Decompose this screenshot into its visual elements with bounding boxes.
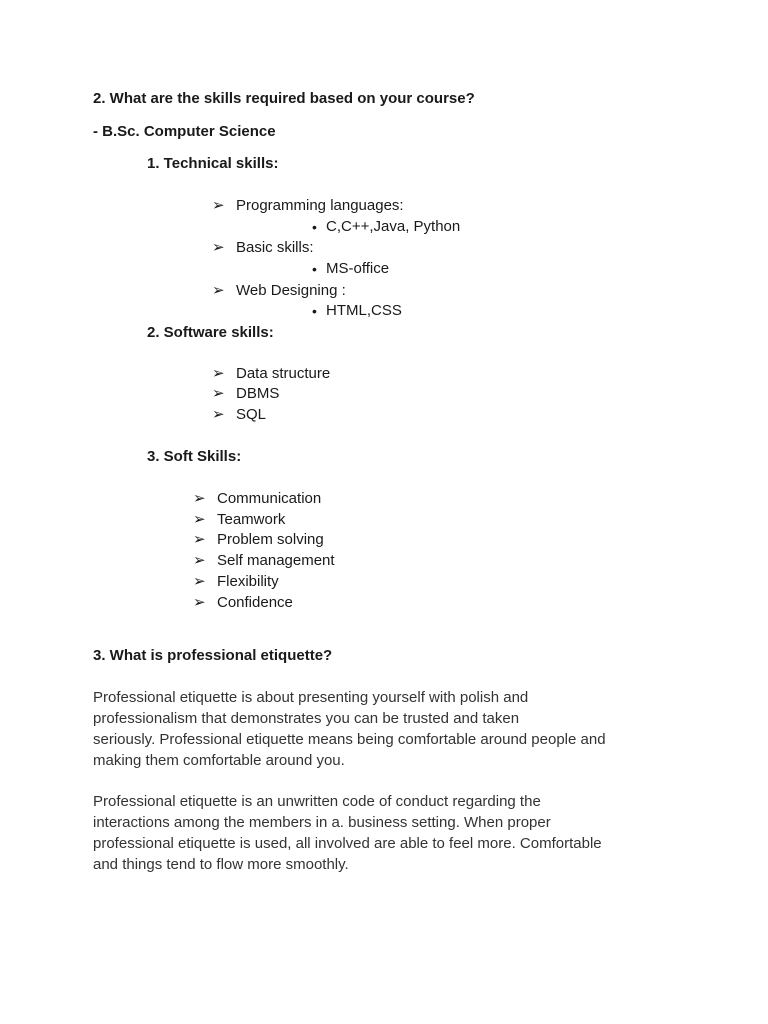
sub-list-item: HTML,CSS: [326, 302, 402, 319]
paragraph-2: [93, 791, 683, 875]
soft-skills-heading: 3. Soft Skills:: [147, 448, 242, 465]
arrow-bullet-icon: ➢: [193, 531, 206, 548]
list-item: Confidence: [217, 594, 293, 611]
arrow-bullet-icon: ➢: [212, 406, 225, 423]
paragraph-1: [93, 687, 683, 771]
arrow-bullet-icon: ➢: [193, 573, 206, 590]
arrow-bullet-icon: ➢: [212, 282, 225, 299]
arrow-bullet-icon: ➢: [212, 365, 225, 382]
paragraph-line: seriously. Professional etiquette means being comfortable around people and: [93, 731, 606, 748]
list-item: SQL: [236, 406, 267, 423]
arrow-bullet-icon: ➢: [212, 239, 225, 256]
paragraph-line: Professional etiquette is about presenting yourself with polish and: [93, 689, 529, 706]
paragraph-line: and things tend to flow more smoothly.: [93, 856, 349, 873]
question-2-heading: 2. What are the skills required based on your course?: [93, 90, 475, 107]
sub-list-item: C,C++,Java, Python: [326, 218, 461, 235]
dot-bullet-icon: •: [312, 261, 317, 277]
list-item: Communication: [217, 490, 322, 507]
arrow-bullet-icon: ➢: [193, 594, 206, 611]
list-item: Self management: [217, 552, 335, 569]
paragraph-line: interactions among the members in a. business setting. When proper: [93, 814, 551, 831]
sub-list-item: MS-office: [326, 260, 390, 277]
paragraph-line: Professional etiquette is an unwritten code of conduct regarding the: [93, 793, 541, 810]
paragraph-line: professionalism that demonstrates you can be trusted and taken: [93, 710, 520, 727]
list-item: Basic skills:: [236, 239, 314, 256]
paragraph-line: professional etiquette is used, all involved are able to feel more. Comfortable: [93, 835, 602, 852]
arrow-bullet-icon: ➢: [212, 197, 225, 214]
arrow-bullet-icon: ➢: [193, 552, 206, 569]
dot-bullet-icon: •: [312, 303, 317, 319]
list-item: Teamwork: [217, 511, 286, 528]
software-skills-heading: 2. Software skills:: [147, 324, 274, 341]
paragraph-line: making them comfortable around you.: [93, 752, 345, 769]
arrow-bullet-icon: ➢: [193, 511, 206, 528]
arrow-bullet-icon: ➢: [193, 490, 206, 507]
list-item: DBMS: [236, 385, 280, 402]
arrow-bullet-icon: ➢: [212, 385, 225, 402]
list-item: Web Designing :: [236, 282, 346, 299]
list-item: Data structure: [236, 365, 331, 382]
question-3-heading: 3. What is professional etiquette?: [93, 647, 333, 664]
technical-skills-heading: 1. Technical skills:: [147, 155, 279, 172]
list-item: Flexibility: [217, 573, 279, 590]
list-item: Programming languages:: [236, 197, 404, 214]
dot-bullet-icon: •: [312, 219, 317, 235]
list-item: Problem solving: [217, 531, 324, 548]
course-name: - B.Sc. Computer Science: [93, 123, 276, 140]
